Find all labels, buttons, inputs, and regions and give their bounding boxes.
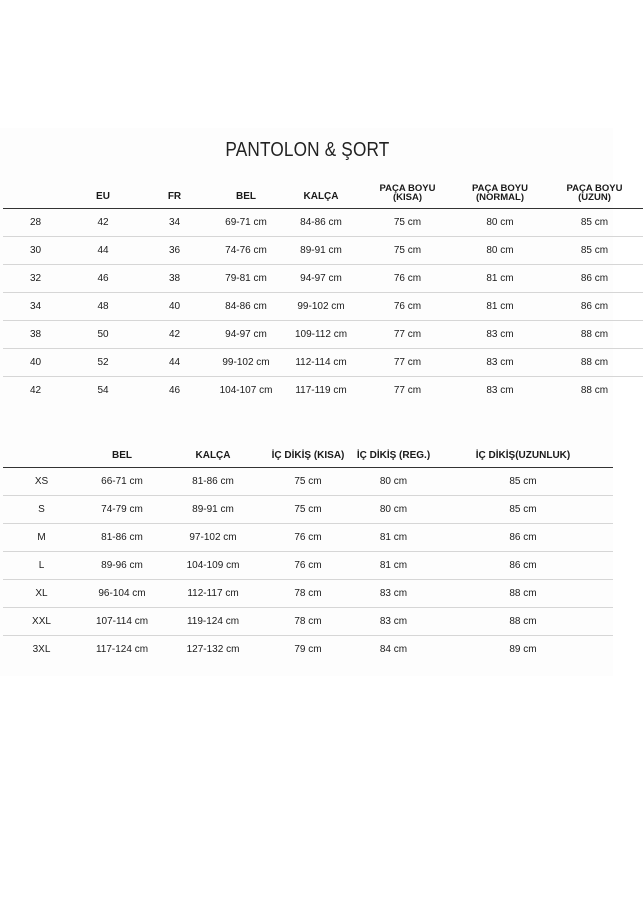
table-cell: 84 cm <box>379 644 408 655</box>
table-cell: 88 cm <box>546 349 643 377</box>
table-cell: 36 <box>138 237 211 265</box>
table-cell: 127-132 cm <box>186 644 240 655</box>
table-cell: 42 <box>29 385 42 396</box>
column-header-paca-boyu-normal: PAÇA BOYU (NORMAL) <box>454 178 546 209</box>
table-cell: 76 cm <box>262 552 354 580</box>
table-cell: 89-91 cm <box>281 237 361 265</box>
table-cell: 86 cm <box>546 265 643 293</box>
column-header-ic-dikis-uzunluk: İÇ DİKİŞ(UZUNLUK) <box>433 445 613 468</box>
table-cell: 107-114 cm <box>80 608 164 636</box>
table-row <box>3 552 613 580</box>
table-cell: 83 cm <box>354 580 433 608</box>
table-cell: 99-102 cm <box>211 349 281 377</box>
table-cell: 85 cm <box>546 237 643 265</box>
table-cell: 78 cm <box>262 608 354 636</box>
table-cell: 112-117 cm <box>164 580 262 608</box>
table-cell: XL <box>3 580 80 608</box>
table-cell: 94-97 cm <box>211 321 281 349</box>
table-row <box>3 608 613 636</box>
table-cell: 34 <box>138 209 211 237</box>
table-cell: 81-86 cm <box>80 524 164 552</box>
table-cell: 3XL <box>32 644 51 655</box>
table-cell: 32 <box>3 265 68 293</box>
table-row <box>3 321 643 349</box>
pants-size-table <box>3 178 643 404</box>
letter-size-table <box>3 445 613 663</box>
table-cell: 44 <box>68 237 138 265</box>
table-cell: 77 cm <box>361 349 454 377</box>
table-header-row <box>3 178 643 209</box>
table-cell: 76 cm <box>361 293 454 321</box>
table-cell: 104-109 cm <box>164 552 262 580</box>
table-cell: 77 cm <box>393 385 422 396</box>
table-cell: 83 cm <box>454 349 546 377</box>
table-cell: 74-79 cm <box>80 496 164 524</box>
table-cell: 75 cm <box>262 496 354 524</box>
table-cell: 28 <box>3 209 68 237</box>
table-cell: 46 <box>68 265 138 293</box>
table-cell: 48 <box>68 293 138 321</box>
table-cell: 81-86 cm <box>164 468 262 496</box>
table-cell: 89-91 cm <box>164 496 262 524</box>
table-cell: 86 cm <box>546 293 643 321</box>
table-cell: 84-86 cm <box>281 209 361 237</box>
column-header-paca-boyu-uzun: PAÇA BOYU (UZUN) <box>546 178 643 209</box>
table-cell: 85 cm <box>433 468 613 496</box>
table-cell: 85 cm <box>433 496 613 524</box>
table-cell: 104-107 cm <box>219 385 273 396</box>
table-row <box>3 265 643 293</box>
table-cell: 85 cm <box>546 209 643 237</box>
table-cell: 54 <box>97 385 109 396</box>
table-cell: 44 <box>138 349 211 377</box>
table-cell: 46 <box>168 385 181 396</box>
table-cell: 86 cm <box>433 524 613 552</box>
table-cell: 78 cm <box>262 580 354 608</box>
table-cell: 40 <box>138 293 211 321</box>
table-cell: 81 cm <box>354 552 433 580</box>
table-cell: 80 cm <box>454 237 546 265</box>
table-cell: 109-112 cm <box>281 321 361 349</box>
table-cell: 80 cm <box>354 496 433 524</box>
table-cell: 88 cm <box>546 321 643 349</box>
page-title: PANTOLON & ŞORT <box>225 139 390 161</box>
table-row <box>3 468 613 496</box>
table-cell: 42 <box>68 209 138 237</box>
column-header-ic-dikis-reg: İÇ DİKİŞ (REG.) <box>354 445 433 468</box>
table-row <box>3 580 613 608</box>
table-cell: 83 cm <box>354 608 433 636</box>
table-cell: 38 <box>138 265 211 293</box>
table-cell: 97-102 cm <box>164 524 262 552</box>
table-cell: 75 cm <box>361 237 454 265</box>
table-cell: 40 <box>3 349 68 377</box>
column-header-bel: BEL <box>80 445 164 468</box>
table-cell: 119-124 cm <box>164 608 262 636</box>
table-cell: XXL <box>3 608 80 636</box>
column-header-eu: EU <box>68 178 138 209</box>
table-cell: 80 cm <box>354 468 433 496</box>
table-cell: 86 cm <box>433 552 613 580</box>
column-header-bel: BEL <box>211 178 281 209</box>
table-cell: 83 cm <box>486 385 514 396</box>
table-cell: 96-104 cm <box>80 580 164 608</box>
column-header-size <box>3 445 80 468</box>
table-cell: 75 cm <box>262 468 354 496</box>
column-header-size <box>3 178 68 209</box>
table-cell: 38 <box>3 321 68 349</box>
column-header-kalca: KALÇA <box>164 445 262 468</box>
table-cell: 112-114 cm <box>281 349 361 377</box>
column-header-kalca: KALÇA <box>281 178 361 209</box>
table-cell: 74-76 cm <box>211 237 281 265</box>
table-cell: 42 <box>138 321 211 349</box>
table-cell: 79-81 cm <box>211 265 281 293</box>
table-cell: 75 cm <box>361 209 454 237</box>
column-header-ic-dikis-kisa: İÇ DİKİŞ (KISA) <box>262 445 354 468</box>
table-cell: 76 cm <box>262 524 354 552</box>
table-cell: 94-97 cm <box>281 265 361 293</box>
table-cell: 50 <box>68 321 138 349</box>
table-cell: 34 <box>3 293 68 321</box>
column-header-paca-boyu-kisa: PAÇA BOYU (KISA) <box>361 178 454 209</box>
table-row <box>3 377 643 405</box>
table-cell: 81 cm <box>454 265 546 293</box>
table-cell: 81 cm <box>454 293 546 321</box>
table-row <box>3 293 643 321</box>
table-header-row <box>3 445 613 468</box>
table-cell: 99-102 cm <box>281 293 361 321</box>
table-cell: 66-71 cm <box>80 468 164 496</box>
table-cell: 52 <box>68 349 138 377</box>
table-row <box>3 209 643 237</box>
table-cell: 117-124 cm <box>95 644 149 655</box>
table-row <box>3 496 613 524</box>
table-cell: 88 cm <box>433 608 613 636</box>
table-cell: 81 cm <box>354 524 433 552</box>
table-cell: 83 cm <box>454 321 546 349</box>
column-header-fr: FR <box>138 178 211 209</box>
table-cell: 88 cm <box>433 580 613 608</box>
table-cell: 84-86 cm <box>211 293 281 321</box>
table-cell: 77 cm <box>361 321 454 349</box>
table-cell: XS <box>3 468 80 496</box>
table-cell: 76 cm <box>361 265 454 293</box>
table-row <box>3 237 643 265</box>
table-row <box>3 349 643 377</box>
table-cell: 88 cm <box>580 385 609 396</box>
table-row <box>3 524 613 552</box>
table-cell: 89 cm <box>509 644 537 655</box>
table-cell: 69-71 cm <box>211 209 281 237</box>
table-cell: 79 cm <box>294 644 322 655</box>
table-cell: 117-119 cm <box>295 385 347 396</box>
table-cell: 80 cm <box>454 209 546 237</box>
table-row <box>3 636 613 664</box>
table-cell: 30 <box>3 237 68 265</box>
table-cell: L <box>3 552 80 580</box>
table-cell: 89-96 cm <box>80 552 164 580</box>
table-cell: S <box>3 496 80 524</box>
table-cell: M <box>3 524 80 552</box>
